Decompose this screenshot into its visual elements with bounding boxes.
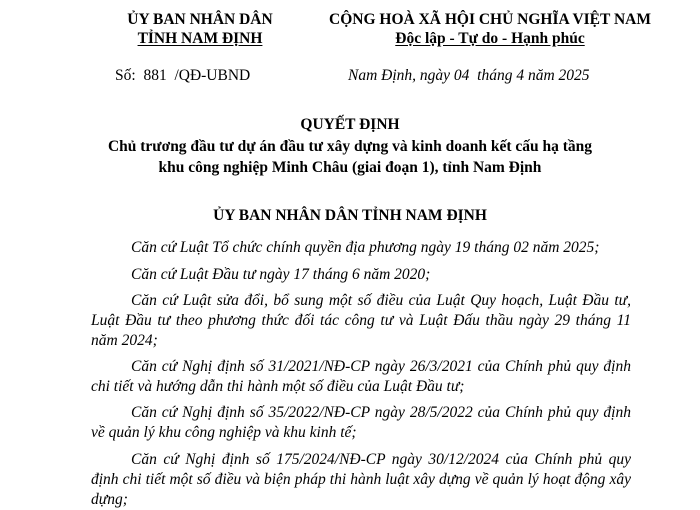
number-value: 881 bbox=[143, 67, 167, 84]
number-suffix: /QĐ-UBND bbox=[174, 67, 251, 84]
national-name: CỘNG HOÀ XÃ HỘI CHỦ NGHĨA VIỆT NAM bbox=[329, 11, 651, 28]
issuer-block bbox=[90, 10, 310, 48]
national-motto-block bbox=[300, 10, 680, 48]
issuing-authority: ỦY BAN NHÂN DÂN TỈNH NAM ĐỊNH bbox=[213, 207, 487, 224]
motto: Độc lập - Tự do - Hạnh phúc bbox=[395, 30, 585, 47]
document-title: QUYẾT ĐỊNH bbox=[300, 116, 400, 133]
legal-basis-3: Căn cứ Luật sửa đổi, bổ sung một số điều của Luật Quy hoạch, Luật Đầu tư, Luật Đầu tư theo phương thức đối tác công tư và Luật Đấu thầu ngày 29 tháng 11 năm 2024; bbox=[91, 292, 631, 349]
issuer-line-1: ỦY BAN NHÂN DÂN bbox=[127, 11, 273, 28]
document-number bbox=[115, 66, 250, 85]
legal-basis-4: Căn cứ Nghị định số 31/2021/NĐ-CP ngày 26/3/2021 của Chính phủ quy định chi tiết và hướng dẫn thi hành một số điều của Luật Đầu tư; bbox=[91, 358, 631, 395]
issuer-line-2 bbox=[90, 29, 310, 48]
document-subtitle-line-2: khu công nghiệp Minh Châu (giai đoạn 1), tỉnh Nam Định bbox=[158, 159, 542, 176]
issuer-province: TỈNH NAM ĐỊNH bbox=[137, 30, 263, 47]
number-label: Số: bbox=[115, 67, 136, 84]
legal-basis-6: Căn cứ Nghị định số 175/2024/NĐ-CP ngày 30/12/2024 của Chính phủ quy định chi tiết một số điều và biện pháp thi hành luật xây dựng về quản lý hoạt động xây dựng; bbox=[91, 451, 631, 508]
legal-basis-2: Căn cứ Luật Đầu tư ngày 17 tháng 6 năm 2020; bbox=[131, 266, 431, 283]
document-subtitle-line-1: Chủ trương đầu tư dự án đầu tư xây dựng và kinh doanh kết cấu hạ tầng bbox=[107, 138, 593, 155]
legal-basis-5: Căn cứ Nghị định số 35/2022/NĐ-CP ngày 28/5/2022 của Chính phủ quy định về quản lý khu công nghiệp và khu kinh tế; bbox=[91, 404, 631, 441]
motto-line bbox=[300, 29, 680, 48]
place-date: Nam Định, ngày 04 tháng 4 năm 2025 bbox=[348, 67, 590, 84]
legal-basis-1: Căn cứ Luật Tổ chức chính quyền địa phương ngày 19 tháng 02 năm 2025; bbox=[131, 239, 600, 256]
